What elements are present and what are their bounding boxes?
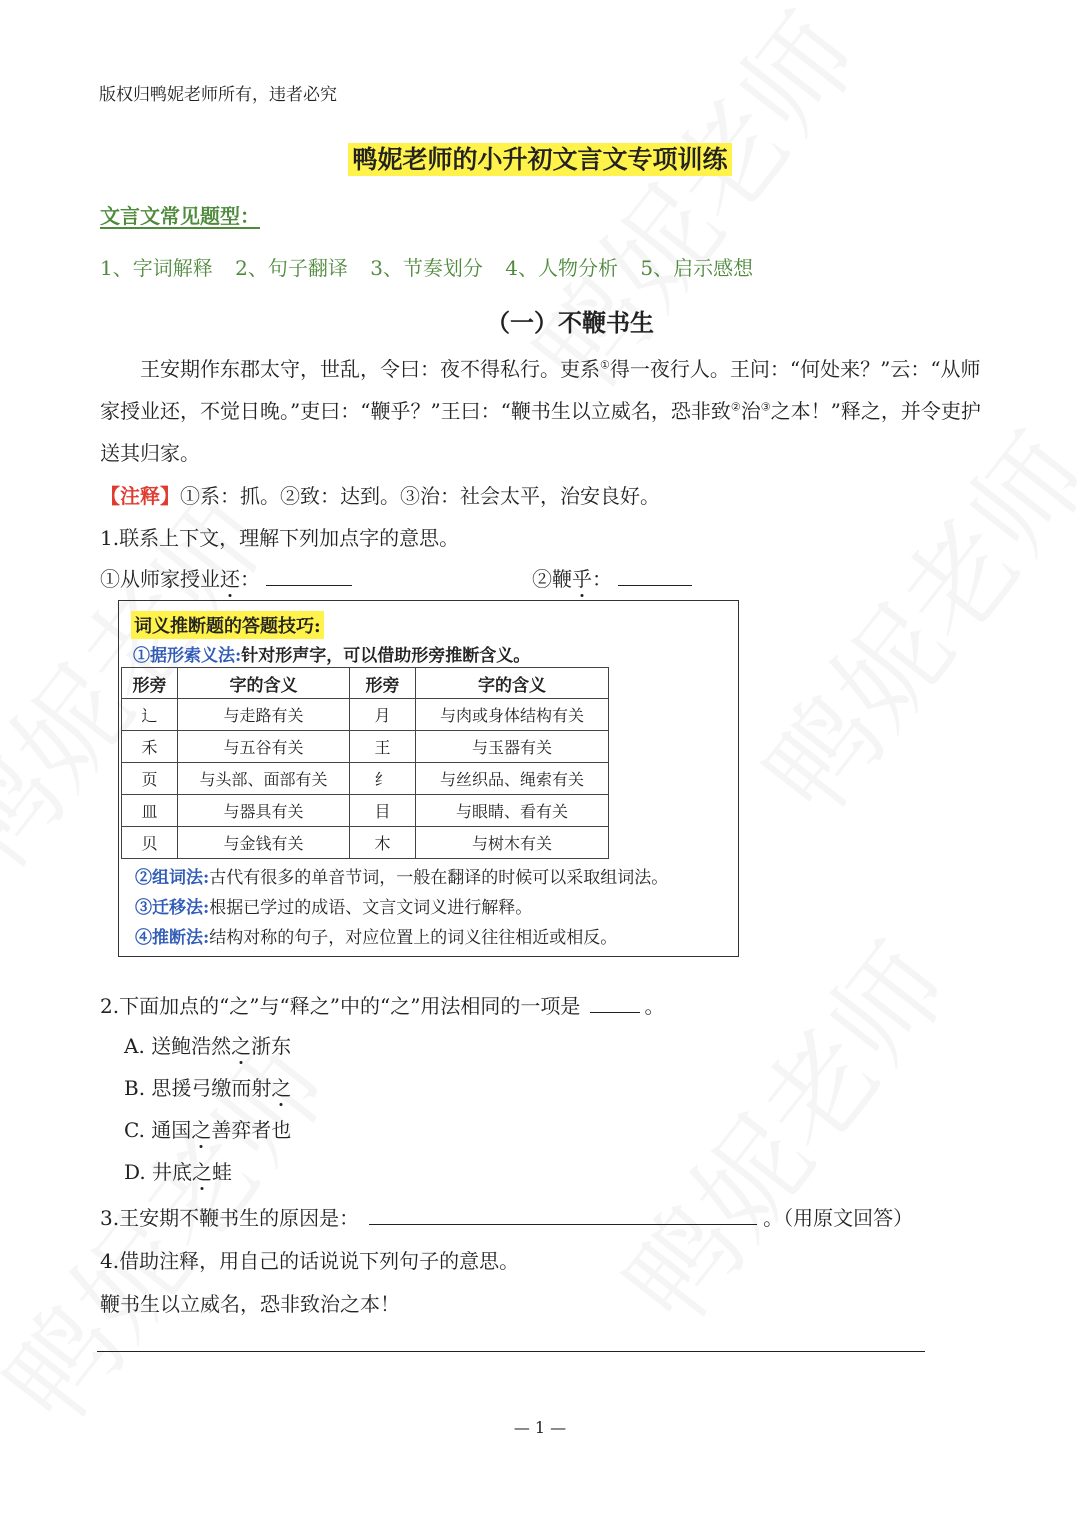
question-1b — [532, 563, 692, 592]
table-cell: 与头部、面部有关 — [178, 763, 350, 795]
option-d[interactable] — [124, 1156, 232, 1185]
table-cell: 贝 — [122, 827, 178, 859]
question-1a — [100, 563, 352, 592]
table-cell: 页 — [122, 763, 178, 795]
table-cell: 与走路有关 — [178, 699, 350, 731]
question-type-item: 3、节奏划分 — [370, 256, 483, 280]
question-4-prompt: 4.借助注释，用自己的话说说下列句子的意思。 — [100, 1249, 520, 1273]
table-cell: 目 — [350, 795, 416, 827]
passage-text: 王安期作东郡太守，世乱，令曰：夜不得私行。吏系 — [140, 357, 600, 381]
annotation-text: ①系：抓。②致：达到。③治：社会太平，治安良好。 — [180, 484, 660, 508]
question-type-item: 2、句子翻译 — [235, 256, 348, 280]
tips-box — [118, 600, 739, 957]
method-label: ②组词法: — [135, 868, 210, 888]
question-type-item: 5、启示感想 — [640, 256, 754, 280]
question-type-item: 4、人物分析 — [505, 256, 619, 280]
question-1-prompt: 1.联系上下文，理解下列加点字的意思。 — [100, 526, 460, 550]
option-text: 浙东 — [251, 1034, 292, 1058]
dotted-char: 之 — [271, 1072, 291, 1101]
method-label: ①据形索义法: — [133, 646, 242, 666]
table-cell: 木 — [350, 827, 416, 859]
page-title-text: 鸭妮老师的小升初文言文专项训练 — [348, 143, 731, 176]
method-2 — [135, 863, 668, 888]
option-b[interactable] — [124, 1072, 291, 1101]
method-label: ③迁移法: — [135, 898, 210, 918]
table-cell: 与金钱有关 — [178, 827, 350, 859]
table-cell: 与器具有关 — [178, 795, 350, 827]
table-row — [122, 699, 609, 731]
passage-text: 之本！”释之，并令吏护送其归家。 — [100, 399, 981, 465]
table-row — [122, 827, 609, 859]
question-2-prompt — [100, 990, 664, 1019]
question-4-sentence: 鞭书生以立威名，恐非致治之本！ — [100, 1292, 400, 1316]
question-types-list — [100, 252, 769, 281]
table-cell: 与玉器有关 — [416, 731, 609, 763]
table-row — [122, 763, 609, 795]
tips-title: 词义推断题的答题技巧: — [131, 611, 324, 639]
method-text: 结构对称的句子，对应位置上的词义往往相近或相反。 — [209, 928, 618, 948]
option-text: B. 思援弓缴而射 — [124, 1076, 272, 1100]
classical-passage — [100, 348, 1000, 474]
table-cell: 纟 — [350, 763, 416, 795]
method-4 — [135, 923, 617, 948]
answer-blank[interactable] — [618, 567, 692, 586]
table-cell: 与五谷有关 — [178, 731, 350, 763]
question-text: ： — [240, 567, 260, 591]
table-cell: 王 — [350, 731, 416, 763]
table-cell: 与肉或身体结构有关 — [416, 699, 609, 731]
dotted-char: 还 — [220, 563, 240, 592]
option-c[interactable] — [124, 1114, 291, 1143]
method-label: ④推断法: — [135, 928, 210, 948]
answer-blank[interactable] — [266, 567, 352, 586]
passage-text: 治 — [740, 399, 761, 423]
radical-table — [121, 667, 609, 859]
question-text: 2.下面加点的“之”与“释之”中的“之”用法相同的一项是 — [100, 994, 581, 1018]
watermark — [582, 907, 977, 1351]
table-cell: 月 — [350, 699, 416, 731]
table-cell: 辶 — [122, 699, 178, 731]
table-cell: 禾 — [122, 731, 178, 763]
option-text: C. 通国 — [124, 1118, 192, 1142]
annotations — [100, 480, 660, 509]
answer-line[interactable] — [97, 1351, 925, 1352]
option-text: A. 送鲍浩然 — [124, 1034, 232, 1058]
table-header: 字的含义 — [178, 668, 350, 699]
annotation-tag: 【注释】 — [100, 484, 180, 508]
dotted-char: 之 — [192, 1156, 212, 1185]
question-text: 。（用原文回答） — [763, 1206, 914, 1230]
method-1 — [133, 641, 530, 666]
footnote-mark: ② — [730, 400, 741, 414]
dotted-char: 之 — [231, 1030, 251, 1059]
method-text: 针对形声字，可以借助形旁推断含义。 — [241, 646, 531, 666]
footnote-mark: ③ — [760, 400, 771, 414]
table-cell: 与丝织品、绳索有关 — [416, 763, 609, 795]
dotted-char: 乎 — [572, 563, 592, 592]
method-text: 根据已学过的成语、文言文词义进行解释。 — [209, 898, 533, 918]
option-text: 善弈者也 — [211, 1118, 292, 1142]
question-text: ①从师家授业 — [100, 567, 220, 591]
option-text: 蛙 — [212, 1160, 233, 1184]
method-3 — [135, 893, 532, 918]
table-row — [122, 731, 609, 763]
page-title — [0, 140, 1080, 176]
option-a[interactable] — [124, 1030, 291, 1059]
table-cell: 与树木有关 — [416, 827, 609, 859]
table-header: 形旁 — [122, 668, 178, 699]
passage-text: 得一夜行人。王问：“何处来？”云：“从师家授业还，不觉日晚。”吏曰：“鞭乎？”王曰：“鞭书生以立威名，恐非致 — [100, 357, 981, 423]
question-text: ： — [592, 567, 612, 591]
question-text: 3.王安期不鞭书生的原因是： — [100, 1206, 360, 1230]
table-cell: 皿 — [122, 795, 178, 827]
table-row — [122, 795, 609, 827]
question-text: ②鞭 — [532, 567, 572, 591]
dotted-char: 之 — [191, 1114, 211, 1143]
question-3 — [100, 1202, 913, 1231]
option-text: D. 井底 — [124, 1160, 193, 1184]
question-text: 。 — [644, 994, 665, 1018]
question-type-item: 1、字词解释 — [100, 256, 213, 280]
copyright-notice: 版权归鸭妮老师所有，违者必究 — [99, 85, 337, 105]
section-title: （一）不鞭书生 — [486, 308, 654, 337]
table-header: 形旁 — [350, 668, 416, 699]
answer-blank[interactable] — [369, 1206, 757, 1225]
answer-blank[interactable] — [590, 994, 640, 1013]
page-number: — 1 — — [513, 1418, 567, 1437]
method-text: 古代有很多的单音节词，一般在翻译的时候可以采取组词法。 — [209, 868, 669, 888]
question-types-heading: 文言文常见题型： — [100, 204, 260, 228]
table-cell: 与眼睛、看有关 — [416, 795, 609, 827]
table-header: 字的含义 — [416, 668, 609, 699]
footnote-mark: ① — [600, 358, 610, 372]
